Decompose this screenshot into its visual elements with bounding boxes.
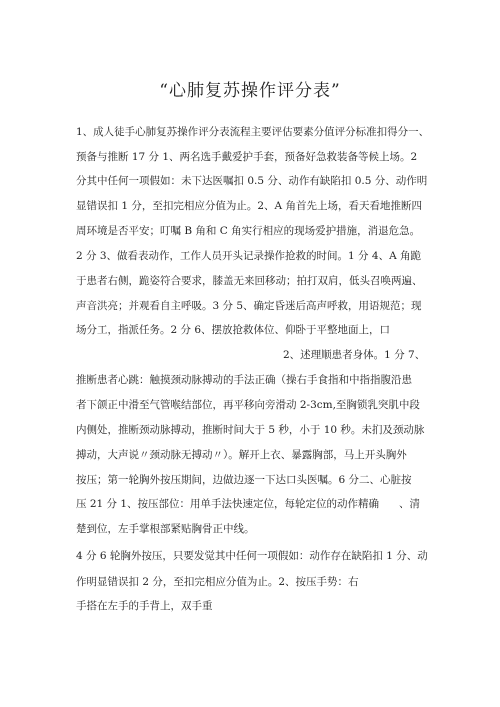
text-line: 场分工，指派任务。2 分 6、摆放抢救体位、仰卧于平整地面上，口 [76, 324, 391, 336]
text-line: 、清 [399, 498, 420, 510]
text-line: 2 分 3、做看表动作，工作人员开头记录操作抢救的时间。1 分 4、A 角跪 [76, 250, 421, 262]
text-line: 预备与推断 17 分 1、两名选手戴爱护手套，预备好急救装备等候上场。2 [76, 151, 418, 163]
text-line: 按压；第一轮胸外按压期间，边做边逐一下达口头医嘱。6 分二、心脏按 [76, 474, 412, 486]
text-line: 作明显错误扣 2 分，至扣完相应分值为止。2、按压手势：右 [76, 576, 359, 588]
text-line: 楚到位，左手掌根部紧贴胸骨正中线。 [76, 523, 255, 535]
text-line: 搏动，大声说〃颈动脉无搏动〃）。解开上衣、暴露胸部，马上开头胸外 [76, 449, 407, 461]
text-line: 周环境是否平安；叮嘱 B 角和 C 角实行相应的现场爱护措施，消退危急。 [76, 225, 421, 237]
text-line: 1、成人徒手心肺复苏操作评分表流程主要评估要素分值评分标准扣得分一、 [76, 126, 430, 138]
text-line: 4 分 6 轮胸外按压，只要发觉其中任何一项假如：动作存在缺陷扣 1 分、动 [76, 550, 428, 562]
text-line: 推断患者心跳：触摸颈动脉搏动的手法正确（操右手食指和中指指腹沿患 [76, 374, 412, 386]
text-line: 内侧处，推断颈动脉搏动，推断时间大于 5 秒，小于 10 秒。未扪及颈动脉 [76, 424, 425, 436]
text-line: 声音洪亮；并观看自主呼吸。3 分 5、确定昏迷后高声呼救，用语规范；现 [76, 300, 422, 312]
document-title: “心肺复苏操作评分表” [159, 81, 341, 101]
text-line: 2、述理顺患者身体。1 分 7、 [283, 349, 426, 361]
text-line: 手搭在左手的手背上，双手重 [76, 600, 213, 612]
text-line: 压 21 分 1、按压部位：用单手法快速定位，每轮定位的动作精确 [76, 498, 380, 510]
text-line: 分其中任何一项假如：未下达医嘱扣 0.5 分、动作有缺陷扣 0.5 分、动作明 [76, 175, 428, 187]
text-line: 显错误扣 1 分，至扣完相应分值为止。2、A 角首先上场，看天看地推断四 [76, 200, 422, 212]
text-line: 者下颌正中滑至气管喉结部位，再平移向旁滑动 2-3cm,至胸锁乳突肌中段 [76, 399, 420, 411]
text-line: 于患者右侧，跪姿符合要求，膝盖无来回移动；拍打双肩，低头召唤两遍、 [76, 275, 423, 287]
